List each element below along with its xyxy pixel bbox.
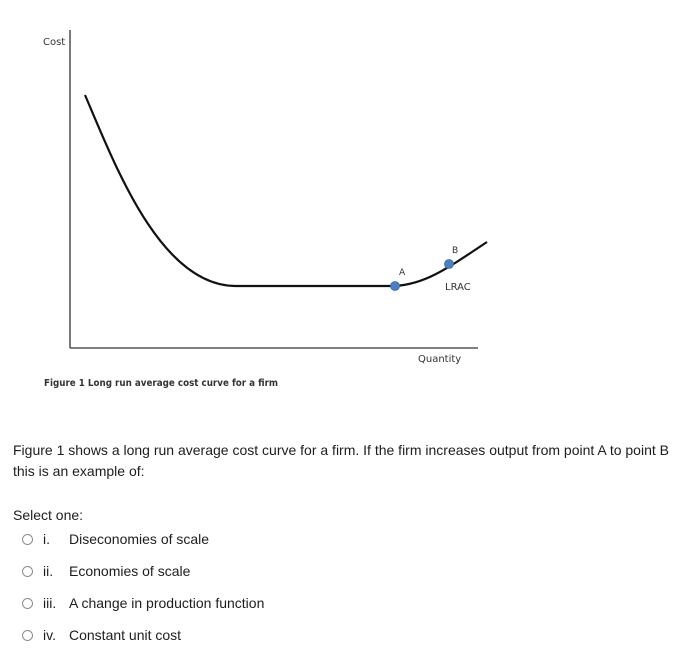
option-iv-label: Constant unit cost [69, 627, 182, 643]
y-axis-label: Cost [43, 37, 66, 48]
x-axis-label: Quantity [418, 354, 462, 365]
question-text: Figure 1 shows a long run average cost curve for a firm. If the firm increases output from point A to point B this is an example of: [13, 442, 669, 479]
option-i-label: Diseconomies of scale [69, 531, 210, 547]
option-iii[interactable] [22, 593, 264, 613]
option-ii[interactable] [22, 561, 190, 581]
option-ii-number: ii. [43, 563, 54, 579]
option-i-radio[interactable] [22, 534, 33, 545]
point-b-label: B [452, 246, 459, 256]
option-iv-number: iv. [43, 627, 56, 643]
option-iii-number: iii. [43, 595, 57, 611]
option-i[interactable] [22, 529, 209, 549]
curve-label: LRAC [445, 282, 471, 293]
lrac-curve [85, 95, 487, 286]
option-ii-label: Economies of scale [69, 563, 191, 579]
option-iii-radio[interactable] [22, 598, 33, 609]
point-b-marker [445, 260, 454, 269]
point-a-label: A [399, 268, 406, 278]
select-one-label: Select one: [13, 507, 84, 523]
option-iv[interactable] [22, 625, 181, 645]
option-i-number: i. [43, 531, 50, 547]
option-iii-label: A change in production function [69, 595, 265, 611]
point-a-marker [391, 282, 400, 291]
option-ii-radio[interactable] [22, 566, 33, 577]
figure-caption: Figure 1 Long run average cost curve for a firm [44, 378, 278, 389]
option-iv-radio[interactable] [22, 630, 33, 641]
